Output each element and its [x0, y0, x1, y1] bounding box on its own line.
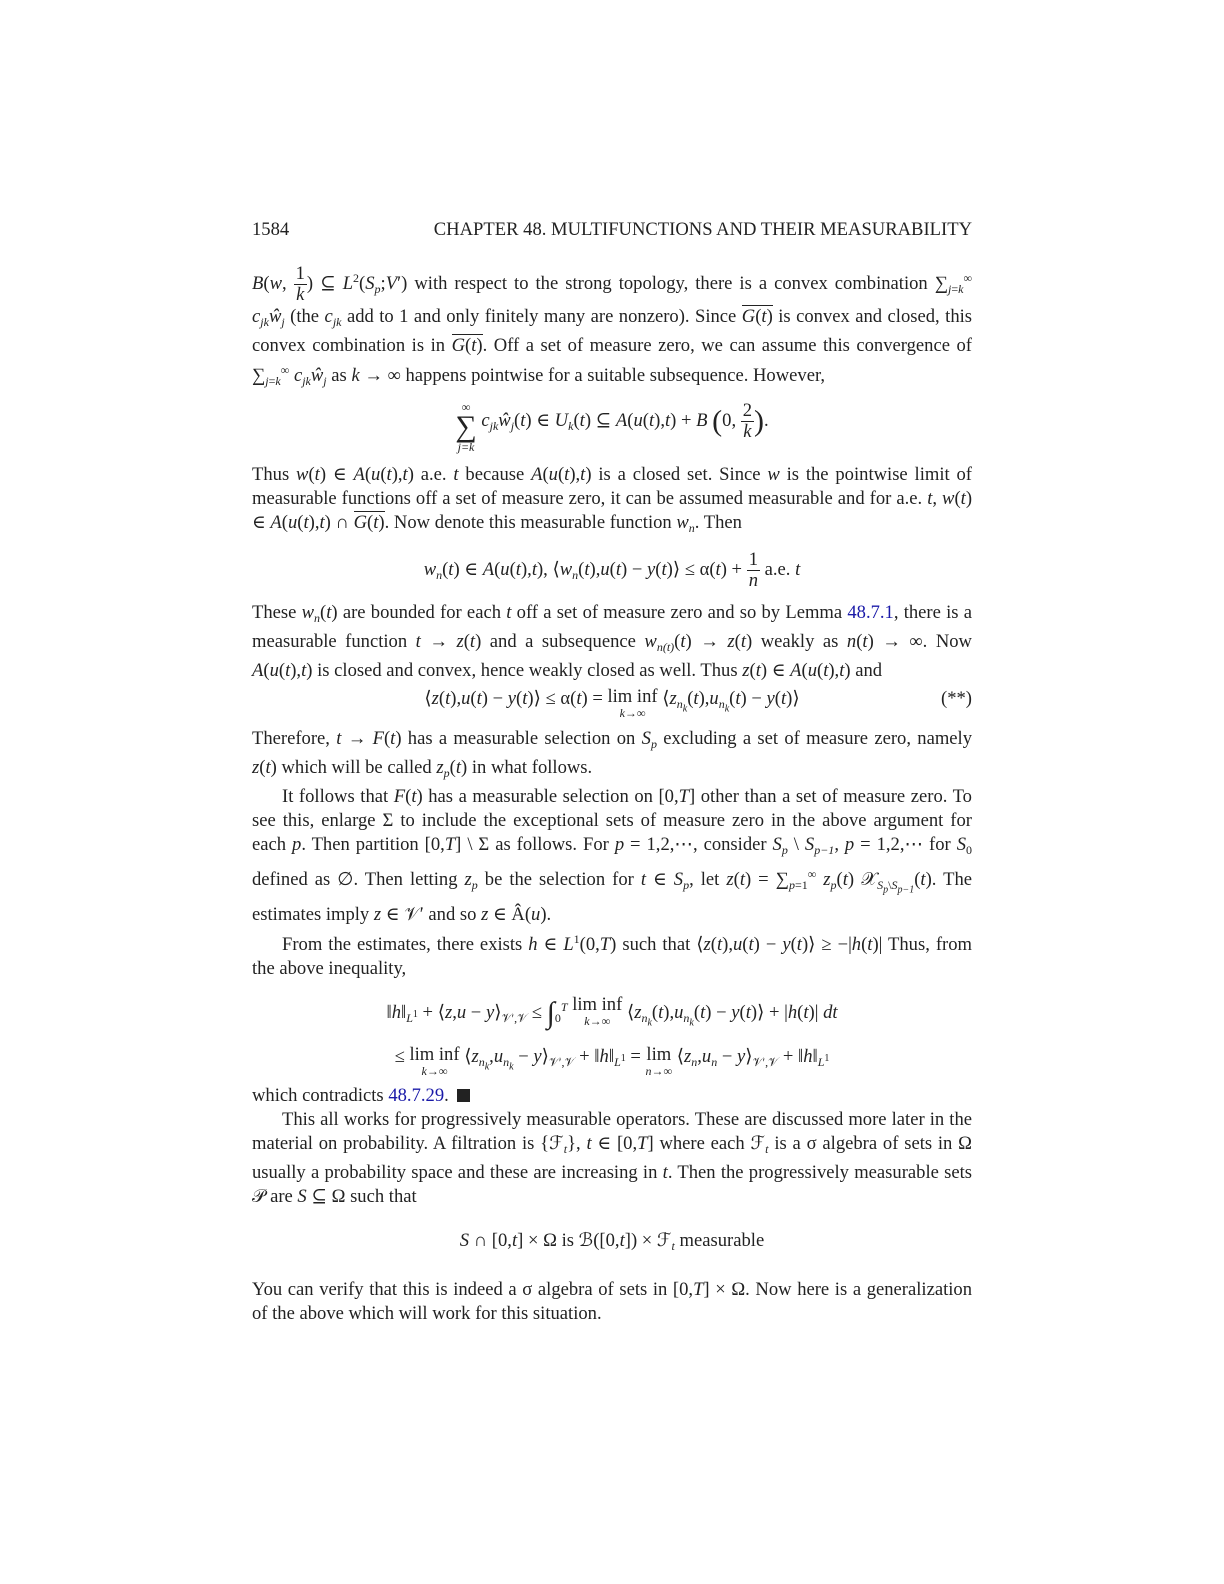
equation-3: ⟨z(t),u(t) − y(t)⟩ ≤ α(t) = lim inf k→∞ $⟨z_{n_k}(t),u_{n_k}(t)$ − y(t)⟩ (**) — [424, 686, 972, 720]
paragraph-7: which contradicts 48.7.29. — [252, 1084, 972, 1108]
paragraph-2: Thus w(t) ∈ A(u(t),t) a.e. t because A(u(t),t) is a closed set. Since w is the pointwise limit of measurable functions off a set of measure zero, it can be assumed measurable and for a.e. t, w(t) ∈ A(u(t),t) ∩ G(t). Now denote this measurable function $w_n$. Then — [252, 464, 973, 535]
equation-5: ≤ lim inf k→∞ $⟨z_{n_k},u_{n_k}$ − $y⟩_{𝒱',𝒱}$ + $‖h‖_{L^1} = \lim$ n→∞ $⟨z_n,u_n$ − $y⟩_{𝒱',𝒱}$ + $‖h‖_{L^1}$ — [394, 1044, 830, 1079]
chapter-title: CHAPTER 48. MULTIFUNCTIONS AND THEIR MEASURABILITY — [433, 219, 972, 240]
equation-ref-link[interactable]: 48.7.29 — [388, 1084, 445, 1106]
paragraph-8: This all works for progressively measurable operators. These are discussed more later in the material on probability. A filtration is {ℱ$_t$}, t ∈ [0,T] where each ℱ$_t$ is a σ algebra of sets in Ω usually a probability space and these are increasing in t. Then the progressively measurable sets 𝒫 are S ⊆ Ω such that — [252, 1108, 972, 1207]
qed-square-icon — [457, 1089, 470, 1102]
equation-tag: (**) — [941, 688, 972, 709]
document-page — [252, 218, 972, 1326]
paragraph-9: You can verify that this is indeed a σ algebra of sets in [0,T] × Ω. Now here is a generalization of the above which will work for this situation. — [252, 1278, 972, 1324]
page-number: 1584 — [252, 219, 290, 240]
paragraph-4: Therefore, t → F(t) has a measurable selection on $S_p$ excluding a set of measure zero, namely z(t) which will be called $z_p(t)$ in what follows. — [252, 728, 972, 781]
paragraph-3: These $w_n(t)$ are bounded for each t off a set of measure zero and so by Lemma 48.7.1, there is a measurable function t → z(t) and a subsequence $w_{n(t)}(t) \to z(t)$ weakly as n(t) → ∞. Now A(u(t),t) is closed and convex, hence weakly closed as well. Thus z(t) ∈ A(u(t),t) and — [252, 602, 972, 681]
equation-2: $w_n(t)$ ∈ A(u(t),t), $⟨w_n(t),u(t)$ − y(t)⟩ ≤ α(t) + $\frac{1}{n}$ a.e. t — [423, 549, 801, 591]
paragraph-1: B(w, $\frac{1}{k}$ ) ⊆ $L^2(S_p;V')$ with respect to the strong topology, there is a convex combination $\sum_{j=k}^\infty$ $c_{jk}ŵ_j$ (the $c_{jk}$ add to 1 and only finitely many are nonzero). Since G(t) is convex and closed, this convex combination is in G(t). Off a set of measure zero, we can assume this convergence of $\sum_{j=k}^\infty$ $c_{jk}ŵ_j$ as k → ∞ happens pointwise for a suitable subsequence. However, — [252, 263, 973, 388]
lemma-link[interactable]: 48.7.1 — [847, 602, 894, 623]
equation-4: $‖h‖_{L^1}$ + ⟨z,u − $y⟩_{𝒱',𝒱} \le \int_0^T$ lim inf k→∞ $⟨z_{n_k}(t),u_{n_k}(t)$ − y(t)⟩ + |h(t)| dt — [386, 993, 838, 1030]
paragraph-6: From the estimates, there exists h ∈ $L^1(0,T)$ such that ⟨z(t),u(t) − y(t)⟩ ≥ −|h(t)| Thus, from the above inequality, — [252, 931, 972, 979]
running-header — [252, 218, 972, 242]
equation-1: ∞ ∑ j=k $c_{jk}ŵ_j(t)$ ∈ $U_k(t)$ ⊆ A(u(t),t) + B (0, $\frac{2}{k}$ ). — [455, 400, 769, 454]
equation-6: S ∩ [0,t] × Ω is ℬ([0,t]) × ℱ$_t$ measurable — [459, 1229, 765, 1253]
paragraph-5: It follows that F(t) has a measurable selection on [0,T] other than a set of measure zero. To see this, enlarge Σ to include the exceptional sets of measure zero in the above argument for each p. Then partition [0,T] \ Σ as follows. For p = 1,2,⋯, consider $S_p$ \ $S_{p-1}$, p = 1,2,⋯ for $S_0$ defined as ∅. Then letting $z_p$ be the selection for t ∈ $S_p$, let $z(t) = \sum_{p=1}^\infty$ $z_p(t)$ 𝒳$_{S_p\backslash S_{p-1}}$(t). The estimates imply z ∈ 𝒱′ and so z ∈ Â(u). — [252, 786, 973, 925]
